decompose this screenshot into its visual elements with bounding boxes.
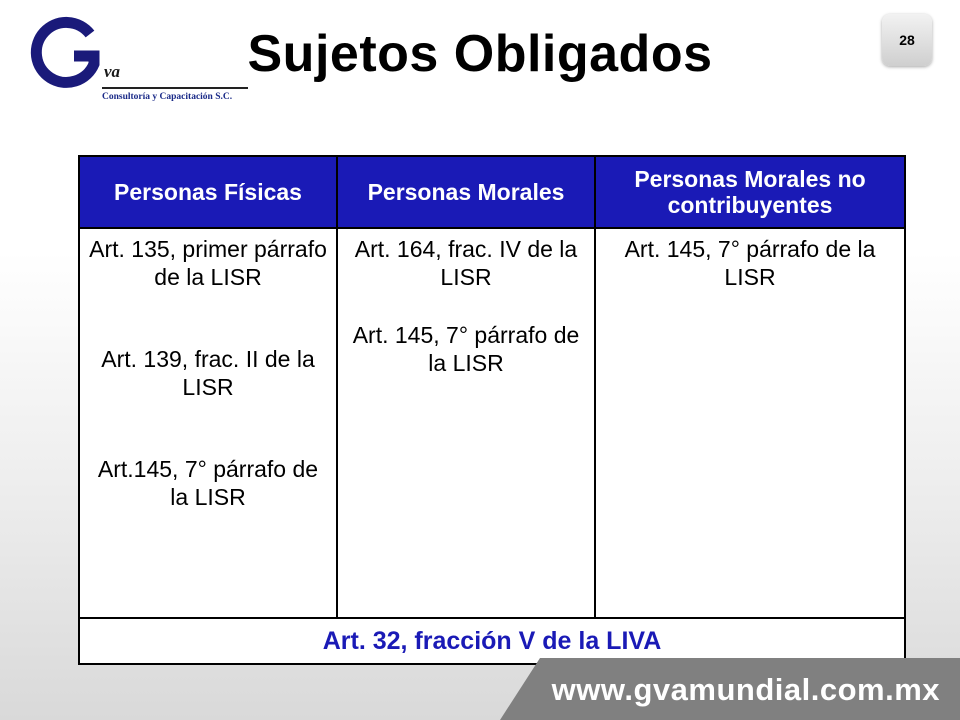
- slide-title: Sujetos Obligados: [247, 25, 713, 83]
- list-item: Art. 164, frac. IV de la LISR: [354, 236, 578, 290]
- header-personas-morales: Personas Morales: [337, 156, 595, 228]
- cell-personas-morales: [337, 228, 595, 618]
- table-row: [79, 228, 905, 618]
- logo-company-name: Consultoría y Capacitación S.C.: [102, 92, 233, 102]
- table-header-row: [79, 156, 905, 228]
- header-personas-fisicas: Personas Físicas: [79, 156, 337, 228]
- list-item: Art. 145, 7° párrafo de la LISR: [352, 322, 580, 376]
- logo-divider: [102, 87, 248, 89]
- list-item: Art. 139, frac. II de la LISR: [101, 346, 315, 400]
- table-footer: Art. 32, fracción V de la LIVA: [79, 618, 905, 664]
- list-item: Art.145, 7° párrafo de la LISR: [97, 456, 319, 510]
- logo-va-text: va: [104, 62, 121, 81]
- website-url[interactable]: www.gvamundial.com.mx: [551, 672, 940, 707]
- header-personas-morales-no-contribuyentes: Personas Morales no contribuyentes: [595, 156, 905, 228]
- slide-number-badge: 28: [882, 14, 932, 66]
- obligated-subjects-table: [78, 155, 906, 665]
- list-item: Art. 135, primer párrafo de la LISR: [89, 236, 327, 290]
- cell-personas-morales-no-contribuyentes: [595, 228, 905, 618]
- cell-personas-fisicas: [79, 228, 337, 618]
- list-item: Art. 145, 7° párrafo de la LISR: [624, 236, 876, 290]
